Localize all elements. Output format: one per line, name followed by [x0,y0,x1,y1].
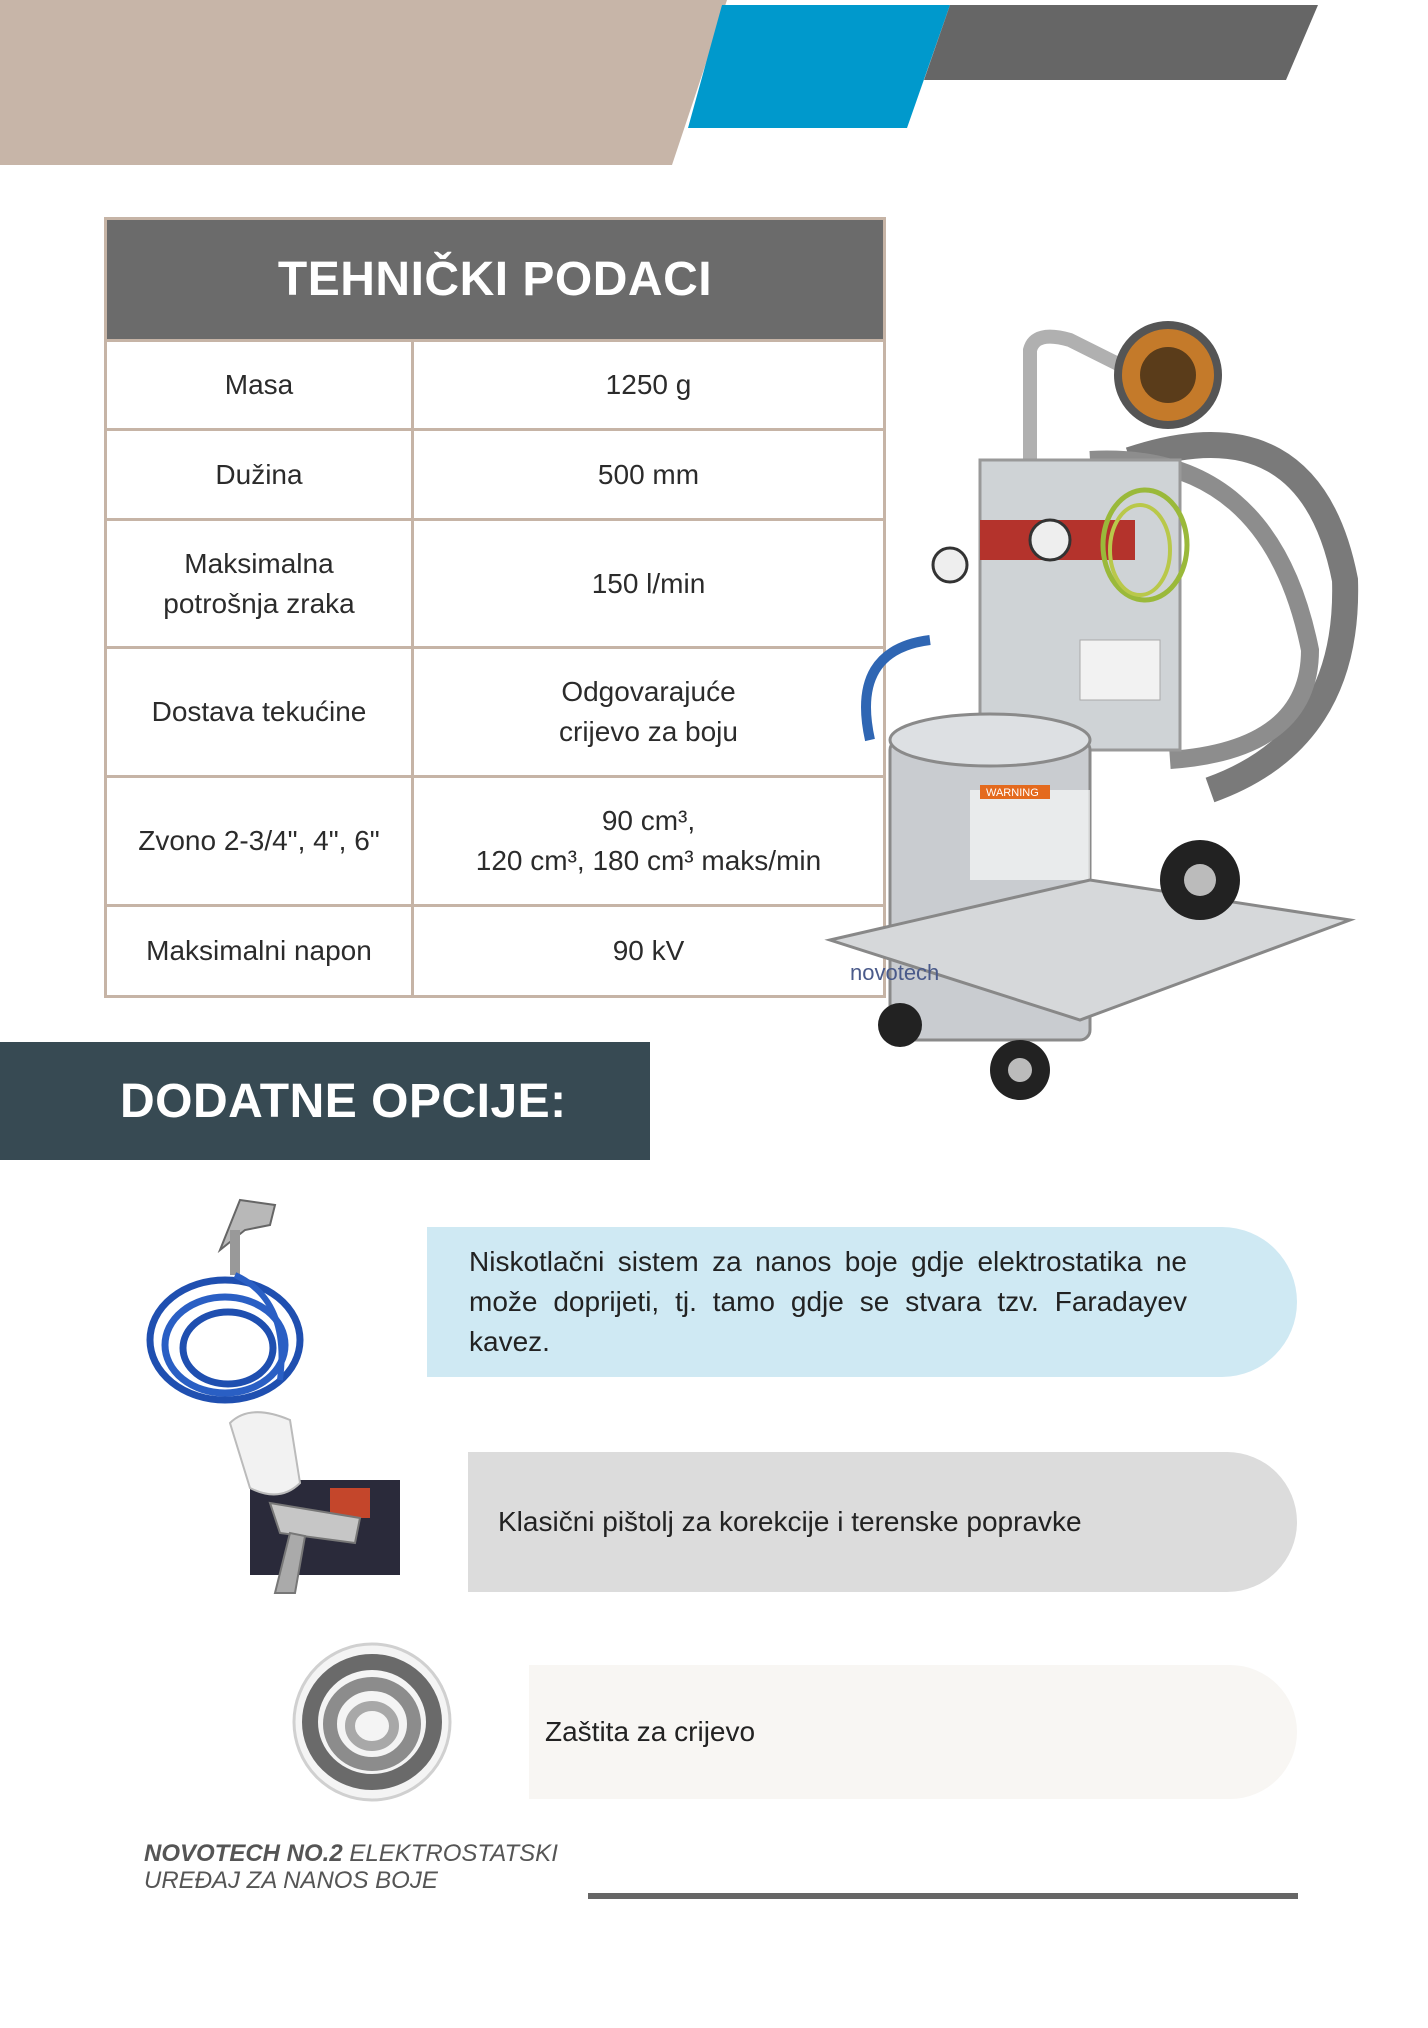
table-row [106,777,885,906]
brand-label: novotech [850,960,940,985]
banner-gray-shape [924,5,1318,80]
spec-value: 500 mm [413,430,885,520]
technical-data-title: TEHNIČKI PODACI [277,253,713,306]
footer-line2: UREĐAJ ZA NANOS BOJE [144,1867,438,1894]
option-item [427,1227,1297,1377]
option-item [468,1452,1297,1592]
additional-options-header [0,1042,650,1160]
hose-protector-icon [290,1640,455,1805]
technical-data-table [104,217,886,998]
additional-options-title: DODATNE OPCIJE: [120,1074,567,1128]
footer-brand: NOVOTECH NO.2 [144,1840,343,1867]
footer-caption [144,1840,558,1894]
table-row [106,520,885,648]
spray-gun-hose-icon [130,1180,310,1410]
banner-beige-shape [0,0,727,165]
spec-value: 150 l/min [413,520,885,648]
option-item [529,1665,1297,1799]
table-row [106,906,885,997]
footer-line1: ELEKTROSTATSKI [342,1840,558,1867]
technical-data-header [104,217,886,339]
spec-value: Odgovarajuće crijevo za boju [413,648,885,777]
banner-blue-shape [688,5,950,128]
spec-label: Maksimalna potrošnja zraka [106,520,413,648]
spec-label: Masa [106,341,413,430]
option-text: Niskotlačni sistem za nanos boje gdje elektrostatika ne može doprijeti, tj. tamo gdje se stvara tzv. Faradayev kavez. [469,1246,1187,1357]
option-text: Klasični pištolj za korekcije i terenske popravke [498,1506,1082,1537]
spec-value: 1250 g [413,341,885,430]
footer-divider [588,1893,1298,1899]
gravity-spray-gun-icon [210,1408,410,1603]
warning-label: WARNING [986,787,1039,799]
spec-label: Maksimalni napon [106,906,413,997]
table-row [106,430,885,520]
spec-label: Zvono 2-3/4", 4", 6" [106,777,413,906]
table-row [106,341,885,430]
spec-value-line: 90 cm³, [601,805,696,836]
spec-label: Dostava tekućine [106,648,413,777]
table-row [106,648,885,777]
top-banner [0,0,1428,170]
spec-value-line: 120 cm³, 180 cm³ maks/min [475,845,822,876]
option-text: Zaštita za crijevo [545,1716,756,1747]
electrostatic-unit-image [790,320,1410,1110]
spec-label: Dužina [106,430,413,520]
specs-table [104,339,886,998]
spec-value: 90 kV [413,906,885,997]
